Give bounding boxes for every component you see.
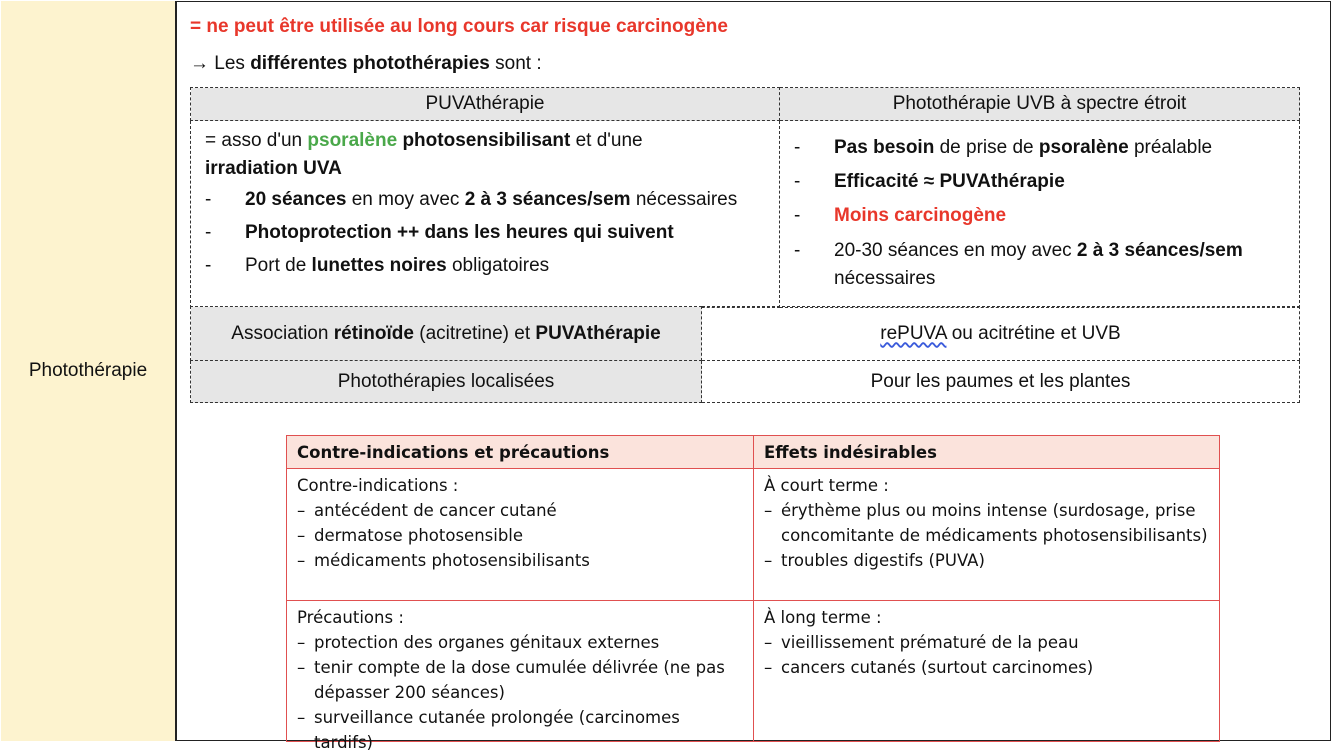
short-term-section: À court terme : – érythème plus ou moins intense (surdosage, prise concomitante de médicaments photosensibilisants) – troubles digestifs (PUVA)	[753, 469, 1219, 600]
uvb-item: - Pas besoin de prise de psoralène préalable	[794, 137, 1213, 158]
ci-header-right: Effets indésirables	[753, 436, 1219, 469]
association-cell: Association rétinoïde (acitretine) et PUVAthérapie	[191, 307, 702, 361]
puva-item: - Photoprotection ++ dans les heures qui suivent	[205, 222, 674, 243]
ci-header-left: Contre-indications et précautions	[287, 436, 753, 469]
uvb-item: - Moins carcinogène	[794, 205, 1007, 226]
localized-cell: Photothérapies localisées	[191, 361, 702, 403]
phototherapy-extra-table	[190, 306, 1300, 403]
arrow-icon: →	[190, 53, 209, 74]
contraindications-section: Contre-indications : – antécédent de cancer cutané – dermatose photosensible – médicaments photosensibilisants	[297, 476, 590, 570]
uvb-header: Photothérapie UVB à spectre étroit	[780, 88, 1300, 121]
precautions-section: Précautions : – protection des organes génitaux externes – tenir compte de la dose cumulée délivrée (ne pas dépasser 200 séances) – surveillance cutanée prolongée (carcinomes tardifs)	[297, 608, 725, 752]
puva-cell	[191, 121, 780, 308]
repuva-spellcheck: rePUVA	[880, 322, 947, 344]
phototherapies-intro: → Les différentes photothérapies sont :	[190, 53, 542, 74]
row-label: Photothérapie	[28, 360, 148, 381]
uvb-item: - Efficacité ≈ PUVAthérapie	[794, 171, 1065, 192]
palms-soles-cell: Pour les paumes et les plantes	[702, 361, 1300, 403]
carcinogenic-warning: = ne peut être utilisée au long cours car risque carcinogène	[190, 16, 728, 37]
puva-description: = asso d'un psoralène photosensibilisant et d'une irradiation UVA	[205, 130, 643, 179]
puva-header: PUVAthérapie	[191, 88, 780, 121]
puva-item: - 20 séances en moy avec 2 à 3 séances/sem nécessaires	[205, 189, 738, 210]
phototherapy-table	[190, 87, 1300, 308]
puva-item: - Port de lunettes noires obligatoires	[205, 255, 550, 276]
repuva-cell: rePUVA ou acitrétine et UVB	[702, 307, 1300, 361]
row-label-cell	[1, 1, 177, 741]
uvb-cell	[780, 121, 1300, 308]
long-term-section: À long terme : – vieillissement prématuré de la peau – cancers cutanés (surtout carcinomes)	[753, 601, 1219, 741]
contraindications-table	[286, 435, 1220, 752]
uvb-item: - 20-30 séances en moy avec 2 à 3 séances/sem nécessaires	[794, 240, 1243, 289]
